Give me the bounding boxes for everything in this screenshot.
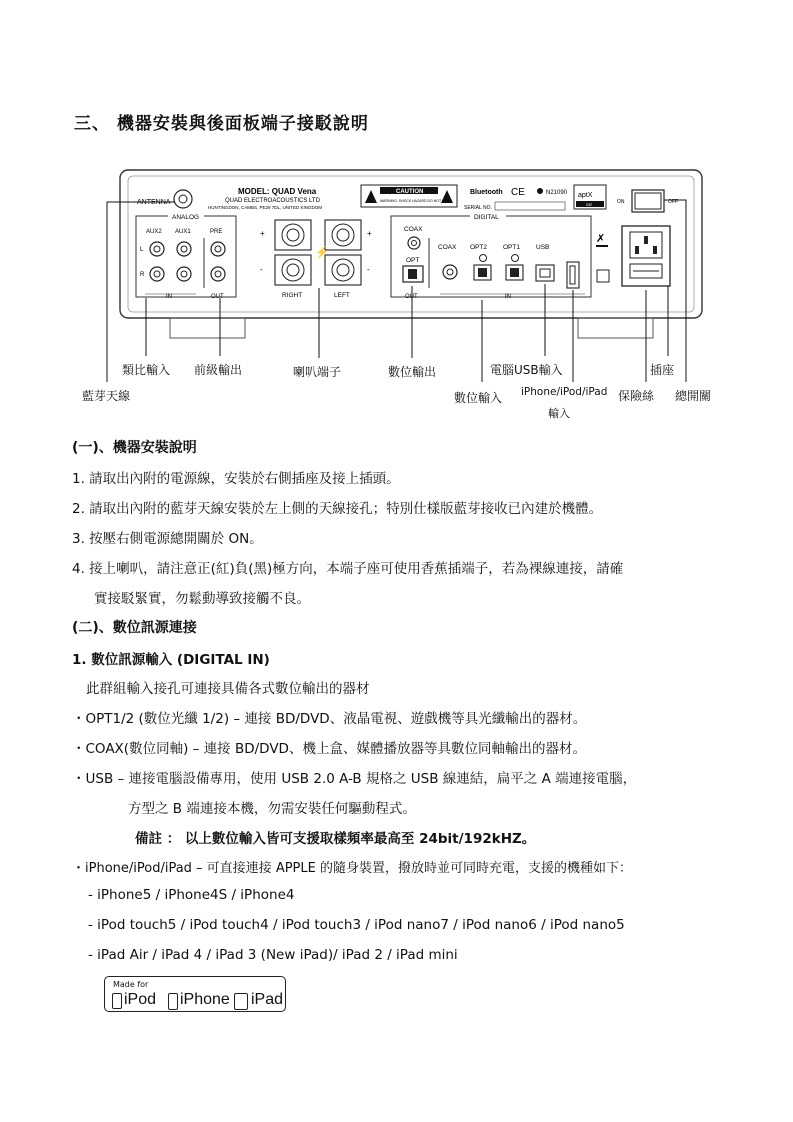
power-switch-rocker <box>635 193 661 209</box>
callout-fuse: 保險絲 <box>618 389 655 403</box>
usb-b-port-inner <box>540 269 550 277</box>
maker-label: QUAD ELECTROACOUSTICS LTD <box>225 198 320 204</box>
install-item-1: 1. 請取出內附的電源線，安裝於右側插座及接上插頭。 <box>72 471 400 487</box>
bluetooth-label: Bluetooth <box>470 189 503 196</box>
iec-pin-n <box>653 246 657 254</box>
iec-socket <box>622 226 670 286</box>
callout-speaker: 喇叭端子 <box>293 365 342 379</box>
in-label-2: IN <box>505 294 511 300</box>
foot-right <box>578 318 653 338</box>
made-for-badge <box>104 976 286 1012</box>
model-label: MODEL: QUAD Vena <box>238 187 317 196</box>
install-item-3: 3. 按壓右側電源總開關於 ON。 <box>72 531 263 547</box>
callout-iphone-in: iPhone/iPod/iPad <box>521 386 608 398</box>
callout-lines <box>107 200 686 382</box>
lightning-icon: ⚡ <box>315 247 329 259</box>
opt1-label: OPT1 <box>503 244 520 251</box>
antenna-jack <box>174 190 192 208</box>
weee-bar <box>596 245 608 247</box>
digital-opt: ・OPT1/2 (數位光纖 1/2) – 連接 BD/DVD、液晶電視、遊戲機等具光纖輸出的器材。 <box>72 711 587 727</box>
callout-pc-usb: 電腦USB輸入 <box>490 363 563 377</box>
callout-power-switch: 總開關 <box>675 389 712 403</box>
off-label: OFF <box>668 199 678 205</box>
digital-coax: ・COAX(數位同軸) – 連接 BD/DVD、機上盒、媒體播放器等具數位同軸輸出的器材。 <box>72 741 586 757</box>
opt-out-label: OPT <box>406 257 420 264</box>
analog-label: ANALOG <box>172 214 200 221</box>
csr-label: csr <box>586 202 592 207</box>
pre-label: PRE <box>210 229 223 235</box>
right-label: RIGHT <box>282 292 303 299</box>
callout-iphone-in-2: 輸入 <box>548 407 570 420</box>
coax-out-label: COAX <box>404 226 423 233</box>
callout-bt-antenna: 藍芽天線 <box>82 389 131 403</box>
iec-socket-inner <box>630 232 662 258</box>
warning-label: WARNING: SHOCK HAZARD DO NOT OPEN <box>380 199 452 203</box>
ce-label: CE <box>511 187 525 198</box>
plus-left: + <box>260 229 265 238</box>
on-label: ON <box>617 199 625 205</box>
digital-heading: (二)、數位訊源連接 <box>72 620 197 636</box>
ipod-icon <box>112 993 122 1009</box>
opt2-port-inner <box>478 268 487 277</box>
digital-intro: 此群組輸入接孔可連接具備各式數位輸出的器材 <box>86 681 370 697</box>
aptx-label: aptX <box>578 192 593 199</box>
n-code-icon <box>537 188 543 194</box>
ipod-label: iPod <box>124 991 157 1008</box>
digital-model-3: - iPad Air / iPad 4 / iPad 3 (New iPad)/ iPad 2 / iPad mini <box>88 947 458 963</box>
opt1-port-inner <box>510 268 519 277</box>
coax-in-label: COAX <box>438 244 457 251</box>
coax-in-jack <box>443 265 457 279</box>
callout-digital-in: 數位輸入 <box>454 391 503 405</box>
left-label: LEFT <box>334 292 350 299</box>
foot-left <box>170 318 245 338</box>
minus-left: - <box>260 265 263 274</box>
weee-icon: ✗ <box>596 233 606 245</box>
usb-a-port-inner <box>570 266 575 284</box>
install-item-4: 4. 接上喇叭，請注意正(紅)負(黑)極方向，本端子座可使用香蕉插端子，若為裸線連接，請確 <box>72 561 624 577</box>
rca-jacks <box>150 242 225 281</box>
usb-b-port <box>536 265 554 281</box>
coax-out-core <box>412 241 417 246</box>
serial-field <box>495 202 565 210</box>
digital-apple: ・iPhone/iPod/iPad – 可直接連接 APPLE 的隨身裝置，撥放時並可同時充電，支援的機種如下： <box>72 861 632 876</box>
callout-analog-in: 類比輸入 <box>122 363 171 377</box>
digital-note: 備註 ： 以上數位輸入皆可支援取樣頻率最高至 24bit/192kHZ。 <box>135 831 536 847</box>
in-label-1: IN <box>166 294 172 300</box>
opt-out-port-inner <box>408 269 417 279</box>
iec-pin-earth <box>644 236 648 244</box>
digital-label: DIGITAL <box>474 214 499 221</box>
opt2-led <box>480 255 487 262</box>
warning-triangle-icon <box>365 190 377 203</box>
r-label: R <box>140 272 145 278</box>
callout-socket: 插座 <box>650 363 675 377</box>
out-label-1: OUT <box>211 294 224 300</box>
iphone-icon <box>168 993 178 1010</box>
coax-in-core <box>447 269 453 275</box>
antenna-label: ANTENNA <box>137 199 171 206</box>
opt2-label: OPT2 <box>470 244 487 251</box>
digital-subheading: 1. 數位訊源輸入 (DIGITAL IN) <box>72 652 270 668</box>
l-label: L <box>140 247 144 253</box>
aux1-label: AUX1 <box>175 229 191 235</box>
caution-label: CAUTION <box>396 189 424 195</box>
ipad-icon <box>234 993 248 1010</box>
made-for-label: Made for <box>113 980 149 989</box>
address-label: HUNTINGDON, CAMBS, PE29 7DL, UNITED KINGDOM <box>208 205 323 210</box>
digital-usb-1: ・USB – 連接電腦設備專用，使用 USB 2.0 A-B 規格之 USB 線連結，扁平之 A 端連接電腦， <box>72 771 637 787</box>
digital-model-2: - iPod touch5 / iPod touch4 / iPod touch3 / iPod nano7 / iPod nano6 / iPod nano5 <box>88 917 625 933</box>
digital-usb-2: 方型之 B 端連接本機，勿需安裝任何驅動程式。 <box>128 801 416 817</box>
digital-model-1: - iPhone5 / iPhone4S / iPhone4 <box>88 887 295 903</box>
aux2-label: AUX2 <box>146 229 162 235</box>
coax-out-jack <box>408 237 420 249</box>
install-item-2: 2. 請取出內附的藍芽天線安裝於左上側的天線接孔；特別仕樣版藍芽接收已內建於機體。 <box>72 501 603 517</box>
antenna-jack-core <box>179 195 187 203</box>
usb-label: USB <box>536 244 550 251</box>
serial-label: SERIAL NO. <box>464 205 492 211</box>
iphone-label: iPhone <box>180 991 230 1008</box>
install-item-4-cont: 實接駁緊實，勿鬆動導致接觸不良。 <box>94 591 310 607</box>
opt1-led <box>512 255 519 262</box>
iec-pin-l <box>635 246 639 254</box>
small-jack <box>597 270 609 282</box>
install-heading: (一)、機器安裝說明 <box>72 440 197 456</box>
n-code-label: N21090 <box>546 190 568 196</box>
minus-right: - <box>367 265 370 274</box>
page-title: 三、 機器安裝與後面板端子接駁說明 <box>74 114 369 134</box>
callout-digital-out: 數位輸出 <box>388 365 437 379</box>
callout-pre-out: 前級輸出 <box>194 363 243 377</box>
ipad-label: iPad <box>251 991 284 1008</box>
out-label-2: OUT <box>405 294 418 300</box>
plus-right: + <box>367 229 372 238</box>
